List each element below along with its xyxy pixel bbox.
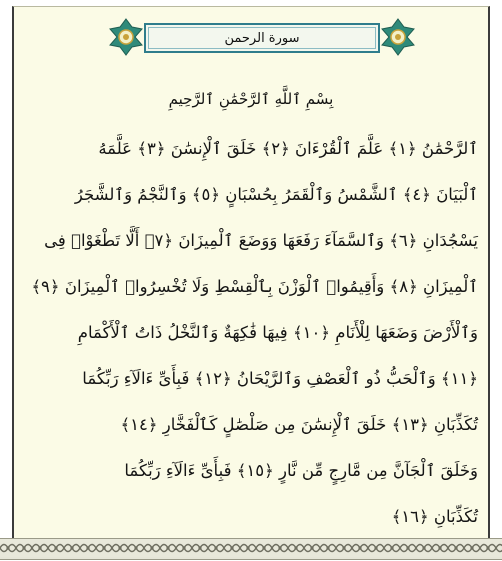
verse-line: [22, 309, 478, 355]
basmala: بِسْمِ ٱللَّهِ ٱلرَّحْمَٰنِ ٱلرَّحِيمِ: [168, 90, 334, 108]
verses-block: [22, 125, 478, 539]
sura-header: [14, 17, 488, 59]
sura-title-box: [144, 23, 380, 53]
chain-pattern-icon: [0, 539, 502, 557]
verse-line-text: تُكَذِّبَانِ ﴿١٣﴾ خَلَقَ ٱلْإِنسَٰنَ مِن صَلْصَٰلٍ كَٱلْفَخَّارِ ﴿١٤﴾: [120, 414, 478, 434]
verse-line-text: وَٱلْأَرْضَ وَضَعَهَا لِلْأَنَامِ ﴿١٠﴾ فِيهَا فَٰكِهَةٌ وَٱلنَّخْلُ ذَاتُ ٱلْأَكْمَامِ: [77, 322, 478, 342]
verse-line: [22, 217, 478, 263]
verse-line-text: ٱلرَّحْمَٰنُ ﴿١﴾ عَلَّمَ ٱلْقُرْءَانَ ﴿٢﴾ خَلَقَ ٱلْإِنسَٰنَ ﴿٣﴾ عَلَّمَهُ: [98, 138, 478, 158]
verse-line-text: وَخَلَقَ ٱلْجَآنَّ مِن مَّارِجٍ مِّن نَّارٍ ﴿١٥﴾ فَبِأَىِّ ءَالَآءِ رَبِّكُمَا: [124, 460, 478, 480]
verse-line: [22, 171, 478, 217]
page-frame: [12, 6, 490, 538]
verse-line-text: ﴿١١﴾ وَٱلْحَبُّ ذُو ٱلْعَصْفِ وَٱلرَّيْحَانُ ﴿١٢﴾ فَبِأَىِّ ءَالَآءِ رَبِّكُمَا: [82, 368, 478, 388]
verse-line: [22, 447, 478, 493]
rosette-ornament-right-icon: [380, 17, 416, 57]
verse-line-text: ٱلْبَيَانَ ﴿٤﴾ ٱلشَّمْسُ وَٱلْقَمَرُ بِحُسْبَانٍ ﴿٥﴾ وَٱلنَّجْمُ وَٱلشَّجَرُ: [74, 184, 478, 204]
verse-line: [22, 125, 478, 171]
bottom-ornament-border: [0, 538, 502, 560]
verse-line-text: يَسْجُدَانِ ﴿٦﴾ وَٱلسَّمَآءَ رَفَعَهَا وَوَضَعَ ٱلْمِيزَانَ ﴿٧﴾ أَلَّا تَطْغَوْا۟ فِى: [44, 230, 478, 250]
verse-line: [22, 493, 478, 539]
verse-line-text: تُكَذِّبَانِ ﴿١٦﴾: [391, 506, 478, 526]
verse-line: [22, 401, 478, 447]
sura-title: سورة الرحمن: [224, 30, 300, 46]
rosette-ornament-left-icon: [108, 17, 144, 57]
verse-line: [22, 263, 478, 309]
verse-line: [22, 355, 478, 401]
verse-line-text: ٱلْمِيزَانِ ﴿٨﴾ وَأَقِيمُوا۟ ٱلْوَزْنَ بِٱلْقِسْطِ وَلَا تُخْسِرُوا۟ ٱلْمِيزَانَ ﴿٩﴾: [31, 276, 478, 296]
